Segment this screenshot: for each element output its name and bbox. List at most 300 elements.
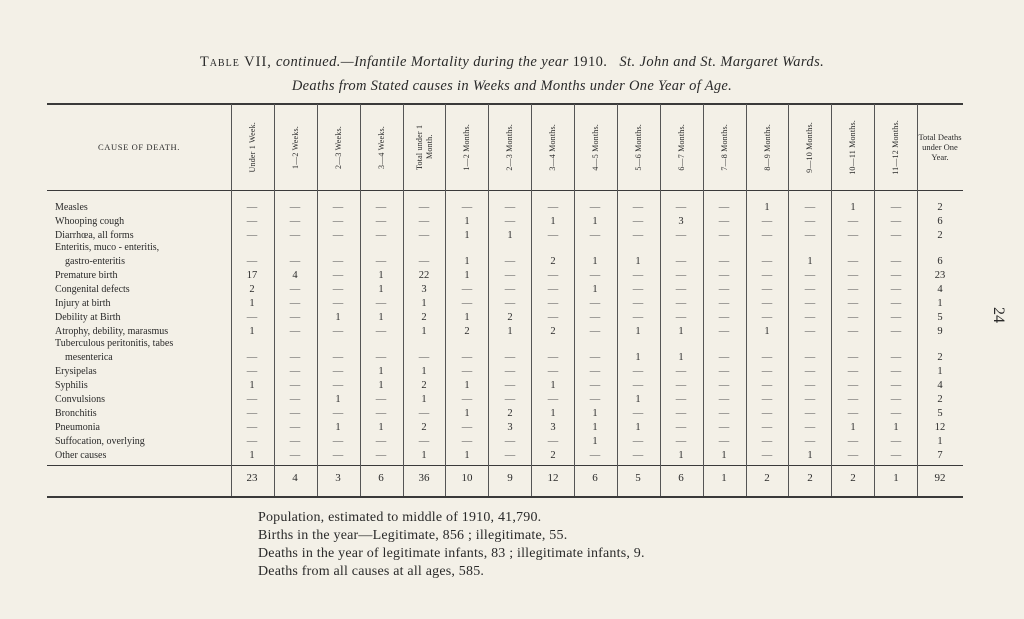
column-total-cell: 1 (893, 472, 899, 484)
row-total-cell: 9 (937, 326, 943, 337)
table-cell: 1 (464, 270, 470, 281)
table-cell: — (375, 298, 387, 309)
total-column-header: Total Deaths under One Year. (918, 132, 962, 162)
table-cell: — (504, 352, 516, 363)
period-header (788, 104, 831, 190)
table-cell: 1 (421, 298, 427, 309)
table-cell: — (718, 230, 730, 241)
table-cell: 1 (807, 256, 813, 267)
table-cell: — (289, 216, 301, 227)
table-cell: — (761, 394, 773, 405)
period-header (274, 104, 317, 190)
table-cell: — (289, 230, 301, 241)
table-cell: — (332, 202, 344, 213)
table-cell: — (332, 230, 344, 241)
table-cell: — (632, 270, 644, 281)
table-cell: 1 (850, 422, 856, 433)
period-header (488, 104, 531, 190)
table-cell: — (804, 312, 816, 323)
table-cell: — (675, 256, 687, 267)
table-cell: 2 (421, 380, 427, 391)
table-cell: — (761, 408, 773, 419)
table-cell: — (332, 352, 344, 363)
table-cell: — (547, 270, 559, 281)
table-cell: 3 (421, 284, 427, 295)
table-cell: — (589, 366, 601, 377)
table-cell: — (289, 202, 301, 213)
column-total-cell: 6 (592, 472, 598, 484)
cause-label-continued: gastro-enteritis (65, 256, 125, 267)
table-cell: — (504, 394, 516, 405)
table-cell: — (246, 422, 258, 433)
table-cell: — (847, 394, 859, 405)
footer-births: Births in the year—Legitimate, 856 ; illegitimate, 55. (258, 528, 568, 543)
column-total-cell: 2 (764, 472, 770, 484)
table-cell: — (847, 312, 859, 323)
table-cell: — (718, 352, 730, 363)
column-total-cell: 2 (807, 472, 813, 484)
table-cell: — (847, 352, 859, 363)
table-cell: 2 (507, 408, 513, 419)
table-cell: — (418, 256, 430, 267)
table-cell: — (890, 326, 902, 337)
table-cell: — (804, 202, 816, 213)
table-cell: — (461, 352, 473, 363)
column-total-cell: 6 (678, 472, 684, 484)
table-cell: — (675, 436, 687, 447)
period-header (617, 104, 660, 190)
table-cell: — (804, 408, 816, 419)
table-cell: — (375, 450, 387, 461)
table-cell: 1 (592, 408, 598, 419)
table-cell: — (289, 326, 301, 337)
period-header (317, 104, 360, 190)
table-cell: — (675, 394, 687, 405)
table-cell: 1 (592, 436, 598, 447)
period-header-label: 10—11 Months. (847, 119, 857, 175)
cause-label: Tuberculous peritonitis, tabes (55, 338, 174, 349)
table-cell: — (504, 202, 516, 213)
period-header (703, 104, 746, 190)
column-total-cell: 23 (246, 472, 258, 484)
table-cell: — (890, 284, 902, 295)
column-total-cell: 4 (292, 472, 298, 484)
period-header-label: 8—9 Months. (762, 123, 772, 171)
column-total-cell: 2 (850, 472, 856, 484)
period-header-label: Under 1 Week. (247, 121, 257, 173)
row-total-cell: 2 (937, 202, 943, 213)
table-title-year: 1910. (572, 54, 608, 70)
cause-label: Bronchitis (55, 408, 97, 419)
table-cell: — (675, 422, 687, 433)
table-title (0, 54, 1024, 71)
column-total-cell: 3 (335, 472, 341, 484)
table-cell: — (332, 326, 344, 337)
period-header-label: 11—12 Months. (890, 119, 900, 175)
table-cell: — (847, 284, 859, 295)
table-cell: — (504, 450, 516, 461)
table-cell: — (761, 366, 773, 377)
table-cell: — (547, 298, 559, 309)
table-cell: — (589, 230, 601, 241)
row-total-cell: 4 (937, 380, 943, 391)
table-cell: 1 (592, 216, 598, 227)
table-cell: — (332, 298, 344, 309)
table-cell: — (246, 256, 258, 267)
table-cell: 1 (464, 312, 470, 323)
cause-label: Enteritis, muco - enteritis, (55, 242, 160, 253)
table-cell: — (761, 380, 773, 391)
footer-all-deaths: Deaths from all causes at all ages, 585. (258, 564, 485, 579)
table-cell: 2 (249, 284, 255, 295)
table-cell: — (675, 298, 687, 309)
table-cell: 3 (507, 422, 513, 433)
period-header-label: 2—3 Months. (504, 123, 514, 171)
table-cell: — (289, 298, 301, 309)
table-subtitle: Deaths from Stated causes in Weeks and Months under One Year of Age. (291, 78, 733, 94)
table-cell: — (890, 202, 902, 213)
table-cell: — (461, 202, 473, 213)
table-title-main: continued.—Infantile Mortality during the year (275, 54, 569, 70)
table-cell: — (632, 202, 644, 213)
table-cell: — (375, 408, 387, 419)
table-cell: — (890, 230, 902, 241)
table-cell: — (504, 284, 516, 295)
cause-label: Erysipelas (55, 366, 97, 377)
table-cell: 1 (507, 326, 513, 337)
totals-rule (47, 465, 963, 466)
table-cell: — (761, 436, 773, 447)
table-cell: — (761, 450, 773, 461)
table-cell: 1 (635, 326, 641, 337)
row-total-cell: 2 (937, 352, 943, 363)
table-cell: 1 (421, 450, 427, 461)
table-cell: — (289, 450, 301, 461)
table-cell: — (332, 366, 344, 377)
table-cell: — (632, 436, 644, 447)
cause-label: Suffocation, overlying (55, 436, 145, 447)
table-cell: — (547, 284, 559, 295)
table-cell: — (246, 366, 258, 377)
table-cell: 1 (893, 422, 899, 433)
cause-label: Whooping cough (55, 216, 125, 227)
table-cell: — (847, 230, 859, 241)
table-cell: 1 (721, 450, 727, 461)
table-cell: 1 (850, 202, 856, 213)
table-cell: — (804, 284, 816, 295)
period-header (531, 104, 574, 190)
table-cell: — (461, 394, 473, 405)
table-cell: — (289, 284, 301, 295)
table-cell: — (890, 312, 902, 323)
table-cell: 1 (764, 326, 770, 337)
table-cell: — (375, 326, 387, 337)
table-cell: — (847, 216, 859, 227)
table-cell: — (718, 256, 730, 267)
table-cell: — (589, 352, 601, 363)
table-cell: — (890, 408, 902, 419)
table-cell: — (890, 394, 902, 405)
table-cell: 1 (249, 326, 255, 337)
table-cell: 1 (378, 366, 384, 377)
table-cell: — (761, 352, 773, 363)
row-total-cell: 1 (937, 436, 943, 447)
row-total-cell: 2 (937, 230, 943, 241)
table-cell: — (761, 216, 773, 227)
cause-label: Diarrhœa, all forms (55, 230, 134, 241)
table-cell: — (718, 366, 730, 377)
table-cell: — (675, 312, 687, 323)
table-cell: — (675, 408, 687, 419)
column-total-cell: 6 (378, 472, 384, 484)
table-cell: — (761, 256, 773, 267)
footer-infant-deaths: Deaths in the year of legitimate infants, 83 ; illegitimate infants, 9. (258, 546, 645, 561)
table-cell: — (847, 450, 859, 461)
cause-label: Premature birth (55, 270, 118, 281)
table-cell: — (589, 450, 601, 461)
table-cell: — (332, 284, 344, 295)
table-cell: 1 (464, 230, 470, 241)
column-total-cell: 10 (461, 472, 473, 484)
table-cell: — (589, 380, 601, 391)
table-cell: 1 (421, 394, 427, 405)
cause-column-header: CAUSE OF DEATH. (98, 142, 180, 152)
table-cell: 22 (418, 270, 430, 281)
table-cell: 1 (378, 380, 384, 391)
table-cell: 2 (464, 326, 470, 337)
table-cell: 2 (550, 450, 556, 461)
table-cell: — (246, 394, 258, 405)
table-cell: — (847, 256, 859, 267)
table-cell: — (847, 436, 859, 447)
table-cell: — (804, 326, 816, 337)
table-cell: — (804, 436, 816, 447)
table-cell: — (589, 326, 601, 337)
table-cell: — (718, 202, 730, 213)
table-cell: — (332, 380, 344, 391)
table-cell: — (289, 256, 301, 267)
cause-label-continued: mesenterica (65, 352, 113, 363)
table-cell: — (246, 436, 258, 447)
table-bottom-rule (47, 496, 963, 498)
cause-label: Debility at Birth (55, 312, 121, 323)
cause-label: Pneumonia (55, 422, 100, 433)
table-cell: — (890, 450, 902, 461)
table-cell: 1 (592, 256, 598, 267)
table-cell: — (547, 366, 559, 377)
table-cell: — (375, 202, 387, 213)
table-cell: 1 (335, 422, 341, 433)
table-cell: 1 (550, 408, 556, 419)
row-total-cell: 12 (934, 422, 946, 433)
table-cell: — (632, 380, 644, 391)
column-total-cell: 1 (721, 472, 727, 484)
cause-label: Measles (55, 202, 88, 213)
table-cell: — (289, 380, 301, 391)
table-cell: — (246, 202, 258, 213)
table-cell: 1 (378, 284, 384, 295)
table-cell: — (761, 284, 773, 295)
table-cell: — (675, 380, 687, 391)
table-cell: — (761, 230, 773, 241)
table-cell: 2 (421, 422, 427, 433)
table-cell: 1 (635, 256, 641, 267)
period-header-label: 7—8 Months. (719, 123, 729, 171)
table-cell: — (718, 270, 730, 281)
table-cell: 1 (635, 394, 641, 405)
table-cell: — (375, 256, 387, 267)
table-cell: — (589, 202, 601, 213)
table-cell: — (761, 312, 773, 323)
table-cell: — (804, 366, 816, 377)
table-cell: — (632, 298, 644, 309)
table-cell: — (718, 284, 730, 295)
table-cell: — (332, 408, 344, 419)
period-header-label: 1—2 Weeks. (290, 125, 300, 169)
table-cell: 1 (421, 366, 427, 377)
table-cell: 1 (464, 450, 470, 461)
cause-label: Atrophy, debility, marasmus (55, 326, 169, 337)
table-cell: — (890, 216, 902, 227)
table-cell: — (332, 256, 344, 267)
table-cell: — (375, 230, 387, 241)
table-cell: — (675, 230, 687, 241)
table-cell: — (890, 380, 902, 391)
table-cell: — (289, 312, 301, 323)
table-cell: — (547, 394, 559, 405)
row-total-cell: 23 (934, 270, 946, 281)
table-cell: 3 (678, 216, 684, 227)
table-cell: 1 (378, 312, 384, 323)
table-cell: — (246, 312, 258, 323)
table-cell: — (504, 270, 516, 281)
period-header-label: 2—3 Weeks. (333, 125, 343, 169)
table-cell: — (375, 436, 387, 447)
table-cell: — (718, 326, 730, 337)
table-cell: — (632, 284, 644, 295)
table-cell: — (718, 436, 730, 447)
period-header-label: Total under 1 Month. (414, 124, 434, 170)
table-title-wards: St. John and St. Margaret Wards. (619, 54, 825, 70)
table-cell: — (504, 256, 516, 267)
column-total-cell: 36 (418, 472, 430, 484)
period-header-label: 5—6 Months. (633, 123, 643, 171)
table-cell: — (589, 298, 601, 309)
cause-label: Syphilis (55, 380, 88, 391)
table-title-prefix: Table VII, (199, 54, 272, 70)
table-cell: 1 (464, 380, 470, 391)
table-cell: — (761, 422, 773, 433)
row-total-cell: 7 (937, 450, 943, 461)
table-cell: — (890, 352, 902, 363)
table-cell: — (761, 270, 773, 281)
period-header (660, 104, 703, 190)
table-cell: — (418, 408, 430, 419)
table-cell: — (890, 270, 902, 281)
table-cell: 1 (335, 312, 341, 323)
table-cell: — (246, 408, 258, 419)
footer-population: Population, estimated to middle of 1910, 41,790. (258, 510, 542, 525)
table-cell: — (804, 216, 816, 227)
period-header (360, 104, 403, 190)
table-cell: — (632, 450, 644, 461)
row-total-cell: 2 (937, 394, 943, 405)
header-rule (47, 190, 963, 191)
table-cell: — (461, 284, 473, 295)
table-cell: — (504, 298, 516, 309)
table-cell: 1 (678, 352, 684, 363)
table-cell: 1 (592, 284, 598, 295)
table-cell: — (675, 284, 687, 295)
table-cell: 1 (249, 380, 255, 391)
row-total-cell: 4 (937, 284, 943, 295)
table-cell: — (632, 408, 644, 419)
table-cell: 1 (635, 352, 641, 363)
table-cell: — (418, 352, 430, 363)
table-cell: — (332, 270, 344, 281)
table-cell: — (718, 298, 730, 309)
table-cell: 1 (378, 422, 384, 433)
table-cell: 1 (592, 422, 598, 433)
table-cell: 1 (421, 326, 427, 337)
period-header (231, 104, 274, 190)
table-cell: — (804, 230, 816, 241)
period-header (574, 104, 617, 190)
table-cell: 1 (764, 202, 770, 213)
table-cell: — (804, 270, 816, 281)
table-cell: — (718, 380, 730, 391)
period-header-label: 9—10 Months. (804, 121, 814, 173)
period-header-label: 3—4 Weeks. (376, 125, 386, 169)
table-cell: 1 (635, 422, 641, 433)
table-cell: 1 (378, 270, 384, 281)
cause-label: Other causes (55, 450, 107, 461)
grand-total-cell: 92 (934, 472, 946, 484)
table-cell: — (718, 216, 730, 227)
table-cell: 2 (550, 326, 556, 337)
column-total-cell: 12 (547, 472, 559, 484)
table-cell: — (418, 202, 430, 213)
table-cell: — (375, 352, 387, 363)
table-cell: — (461, 422, 473, 433)
table-cell: — (246, 216, 258, 227)
row-total-cell: 1 (937, 298, 943, 309)
table-cell: — (804, 380, 816, 391)
period-header (403, 104, 446, 190)
table-cell: — (675, 366, 687, 377)
table-cell: — (504, 436, 516, 447)
table-cell: — (547, 230, 559, 241)
table-cell: — (289, 436, 301, 447)
period-header (746, 104, 789, 190)
table-cell: — (804, 352, 816, 363)
table-cell: 17 (246, 270, 258, 281)
column-total-cell: 5 (635, 472, 641, 484)
cause-label: Injury at birth (55, 298, 111, 309)
table-cell: — (589, 394, 601, 405)
table-cell: 1 (807, 450, 813, 461)
table-cell: 1 (464, 256, 470, 267)
table-cell: — (375, 394, 387, 405)
period-header-label: 4—5 Months. (590, 123, 600, 171)
table-cell: 1 (550, 216, 556, 227)
table-cell: — (890, 366, 902, 377)
table-cell: — (675, 270, 687, 281)
table-cell: — (246, 230, 258, 241)
table-cell: — (418, 216, 430, 227)
table-cell: — (289, 408, 301, 419)
table-cell: — (547, 352, 559, 363)
